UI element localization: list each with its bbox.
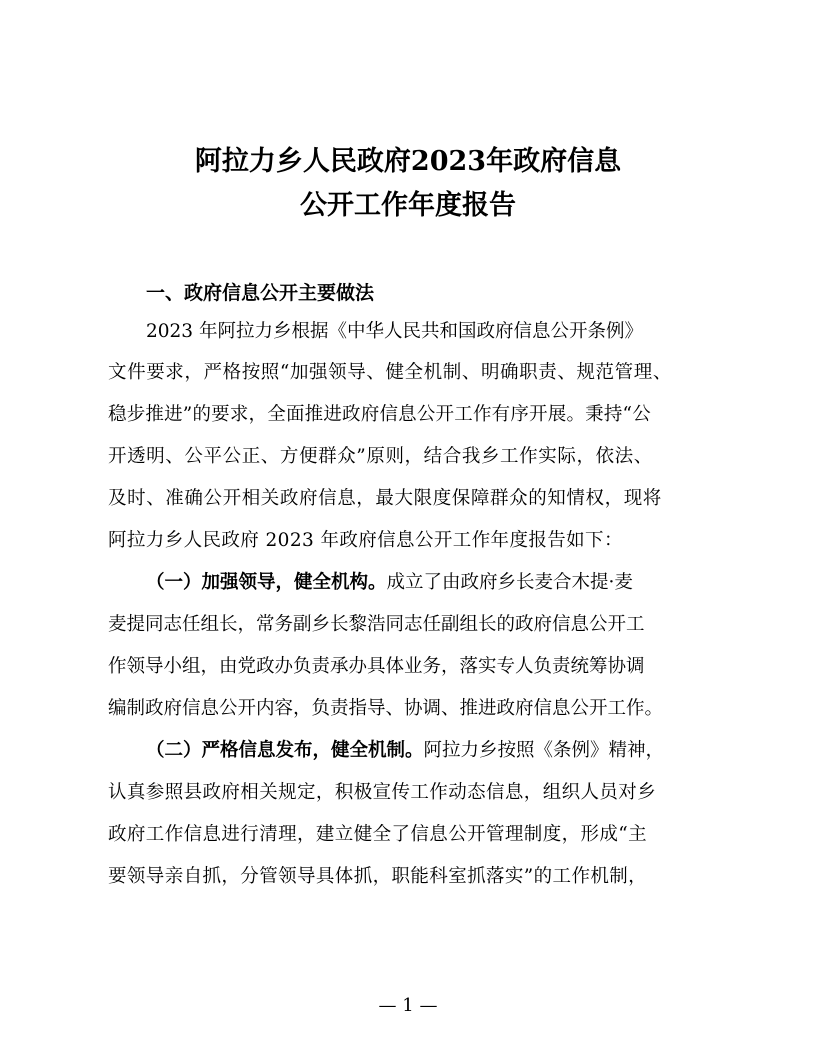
paragraph-line: 文件要求，严格按照“加强领导、健全机制、明确职责、规范管理、	[108, 362, 672, 383]
paragraph-line: 作领导小组，由党政办负责承办具体业务，落实专人负责统筹协调	[108, 656, 645, 677]
paragraph-line: 认真参照县政府相关规定，积极宣传工作动态信息，组织人员对乡	[108, 782, 657, 803]
document-title-line1: 阿拉力乡人民政府2023年政府信息	[194, 146, 622, 177]
paragraph-line: 要领导亲自抓，分管领导具体抓，职能科室抓落实”的工作机制，	[108, 866, 648, 887]
paragraph-line: 阿拉力乡人民政府 2023 年政府信息公开工作年度报告如下：	[108, 530, 623, 551]
page-number: — 1 —	[378, 995, 438, 1016]
paragraph-line: 政府工作信息进行清理，建立健全了信息公开管理制度，形成“主	[108, 824, 648, 845]
paragraph-text: 成立了由政府乡长麦合木提·麦	[386, 572, 633, 593]
paragraph-line: 稳步推进”的要求，全面推进政府信息公开工作有序开展。秉持“公	[108, 404, 651, 425]
paragraph-line: 开透明、公平公正、方便群众”原则，结合我乡工作实际，依法、	[108, 446, 653, 467]
document-title-line2: 公开工作年度报告	[300, 190, 516, 221]
paragraph-line	[146, 569, 633, 597]
paragraph-line: 及时、准确公开相关政府信息，最大限度保障群众的知情权，现将	[108, 488, 662, 509]
section-heading: 一、政府信息公开主要做法	[146, 282, 375, 304]
paragraph-line: 麦提同志任组长，常务副乡长黎浩同志任副组长的政府信息公开工	[108, 614, 645, 635]
paragraph-line	[146, 737, 664, 765]
paragraph-text: 阿拉力乡按照《条例》精神，	[423, 740, 665, 761]
subsection-heading: （二）严格信息发布，健全机制。	[146, 740, 424, 761]
subsection-heading: （一）加强领导，健全机构。	[146, 572, 387, 593]
paragraph-line: 2023 年阿拉力乡根据《中华人民共和国政府信息公开条例》	[146, 321, 643, 342]
paragraph-line: 编制政府信息公开内容，负责指导、协调、推进政府信息公开工作。	[108, 698, 664, 719]
